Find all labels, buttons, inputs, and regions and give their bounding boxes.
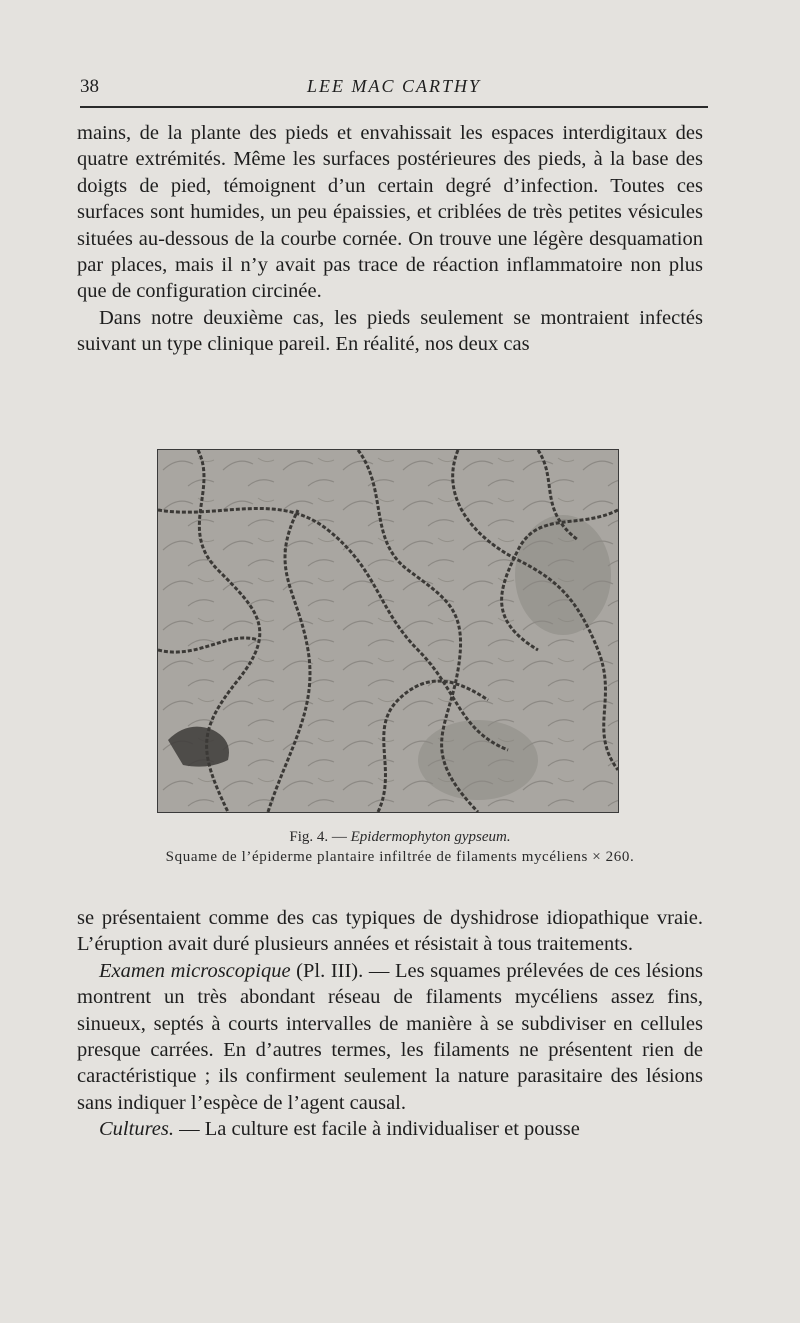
page-number: 38 (80, 76, 99, 97)
section-heading: Cultures. (99, 1118, 174, 1141)
micrograph-figure (157, 449, 619, 813)
body-text-bottom (77, 905, 703, 1143)
running-title: LEE MAC CARTHY (306, 76, 481, 96)
micrograph-image (158, 450, 618, 812)
figure-caption-title (100, 829, 700, 846)
figure-label: Fig. 4. — (289, 829, 347, 845)
page-header (80, 74, 708, 100)
paragraph: Cultures. — La culture est facile à individualiser et pousse (99, 1118, 580, 1141)
figure-caption-description: Squame de l’épiderme plantaire infiltrée de filaments mycéliens × 260. (165, 849, 635, 865)
header-rule (80, 106, 708, 108)
body-text-top (77, 120, 703, 358)
paragraph: se présentaient comme des cas typiques de dyshidrose idiopathique vraie. L’éruption avait duré plusieurs années et résistait à tous traitements. (77, 907, 703, 956)
figure-species: Epidermophyton gypseum. (350, 829, 511, 845)
section-heading: Examen microscopique (99, 959, 291, 982)
paragraph: Examen microscopique (Pl. III). — Les squames prélevées de ces lésions montrent un très abondant réseau de filaments mycéliens assez fins, sinueux, septés à courts intervalles de manière à se subdiviser en cellules presque carrées. En d’autres termes, les filaments ne présentent rien de caractéristique ; ils confirment seulement la nature parasitaire des lésions sans indiquer l’espèce de l’agent causal. (77, 959, 704, 1114)
paragraph: Dans notre deuxième cas, les pieds seulement se montraient infectés suivant un type clinique pareil. En réalité, nos deux cas (77, 306, 703, 356)
paragraph: mains, de la plante des pieds et envahissait les espaces interdigitaux des quatre extrémités. Même les surfaces postérieures des pieds, à la base des doigts de pied, témoignent d’un certain degré d’infection. Toutes ces surfaces sont humides, un peu épaissies, et criblées de très petites vésicules situées au-dessous de la courbe cornée. On trouve une légère desquamation par places, mais il n’y avait pas trace de réaction inflammatoire non plus que de configuration circinée. (77, 122, 703, 303)
